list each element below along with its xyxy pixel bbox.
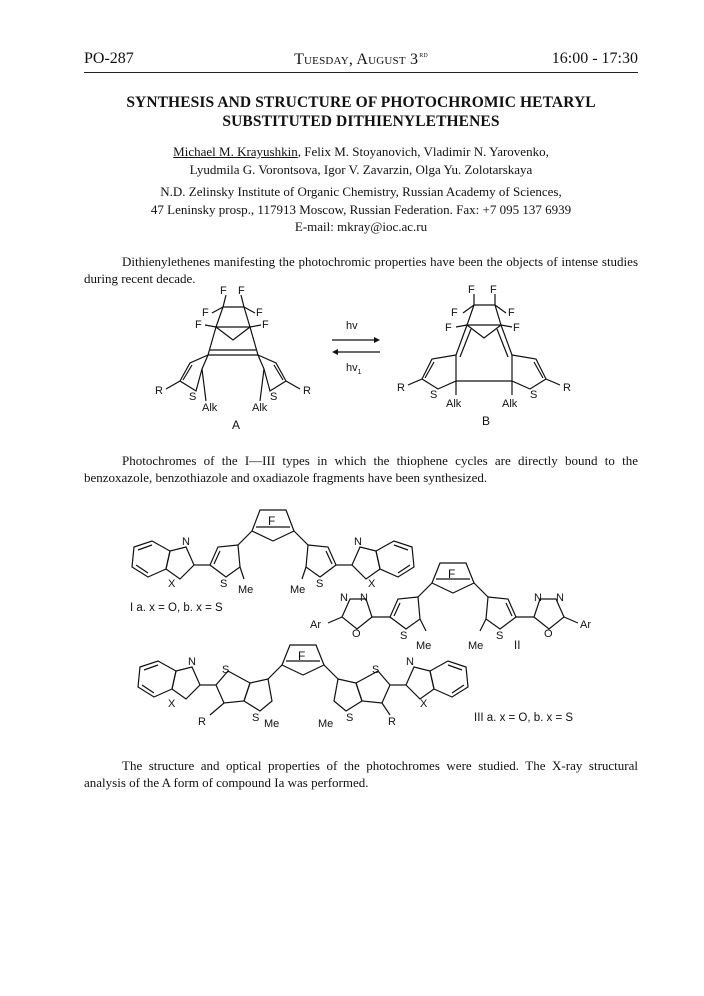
molecule-b bbox=[397, 284, 571, 428]
irradiation-label-hv: hv bbox=[346, 320, 358, 332]
aryl-label: Ar bbox=[580, 619, 591, 631]
compound-i-label: I a. x = O, b. x = S bbox=[130, 602, 223, 614]
fluorine-label: F bbox=[195, 319, 202, 331]
page-header bbox=[84, 50, 638, 73]
fluorine-label: F bbox=[256, 307, 263, 319]
fluorine-ring-label: F bbox=[268, 514, 276, 528]
oxygen-label: O bbox=[544, 628, 553, 640]
nitrogen-label: N bbox=[406, 656, 414, 668]
paper-title: SYNTHESIS AND STRUCTURE OF PHOTOCHROMIC HETARYL SUBSTITUTED DITHIENYLETHENES bbox=[126, 94, 596, 130]
nitrogen-label: N bbox=[534, 592, 542, 604]
nitrogen-label: N bbox=[188, 656, 196, 668]
heteroatom-x-label: X bbox=[420, 698, 428, 710]
fluorine-label: F bbox=[468, 284, 475, 296]
affiliation: N.D. Zelinsky Institute of Organic Chemistry, Russian Academy of Sciences, 47 Leninsky prosp., 117913 Moscow, Russian Federation. Fax: +7 095 137 6939 E-mail: mkray@ioc.ac.ru bbox=[84, 183, 638, 236]
email: E-mail: mkray@ioc.ac.ru bbox=[294, 219, 428, 234]
fluorine-ring-label: F bbox=[448, 567, 456, 581]
methyl-label: Me bbox=[468, 640, 484, 652]
nitrogen-label: N bbox=[340, 592, 348, 604]
session-time: 16:00 - 17:30 bbox=[551, 50, 638, 67]
sulfur-label: S bbox=[270, 391, 278, 403]
methyl-label: Me bbox=[264, 718, 280, 730]
sulfur-label: S bbox=[530, 389, 538, 401]
equilibrium-arrows bbox=[332, 320, 380, 376]
fluorine-label: F bbox=[513, 322, 520, 334]
sulfur-label: S bbox=[346, 712, 354, 724]
sulfur-label: S bbox=[430, 389, 438, 401]
nitrogen-label: N bbox=[360, 592, 368, 604]
compound-iii-label: III a. x = O, b. x = S bbox=[474, 712, 574, 724]
paragraph-synthesis: Photochromes of the I—III types in which the thiophene cycles are directly bound to the benzoxazole, benzothiazole and oxadiazole fragments have been synthesized. bbox=[84, 453, 638, 485]
fluorine-label: F bbox=[508, 307, 515, 319]
nitrogen-label: N bbox=[182, 536, 190, 548]
paragraph-results: The structure and optical properties of the photochromes were studied. The X-ray structural analysis of the A form of compound Ia was performed. bbox=[84, 758, 638, 790]
fluorine-label: F bbox=[220, 285, 227, 297]
compound-i bbox=[130, 510, 414, 614]
paragraph-intro: Dithienylethenes manifesting the photochromic properties have been the objects of intense studies during recent decade. bbox=[84, 254, 638, 286]
fluorine-label: F bbox=[262, 319, 269, 331]
substituent-r: R bbox=[563, 382, 571, 394]
aryl-label: Ar bbox=[310, 619, 321, 631]
nitrogen-label: N bbox=[556, 592, 564, 604]
alkyl-label: Alk bbox=[252, 402, 268, 414]
fluorine-label: F bbox=[490, 284, 497, 296]
methyl-label: Me bbox=[416, 640, 432, 652]
sulfur-label: S bbox=[252, 712, 260, 724]
fluorine-label: F bbox=[445, 322, 452, 334]
oxygen-label: O bbox=[352, 628, 361, 640]
substituent-r: R bbox=[198, 716, 206, 728]
session-date: Tuesday, August 3rd bbox=[294, 50, 428, 68]
fluorine-label: F bbox=[238, 285, 245, 297]
fluorine-label: F bbox=[451, 307, 458, 319]
sulfur-label: S bbox=[220, 578, 228, 590]
substituent-r: R bbox=[397, 382, 405, 394]
methyl-label: Me bbox=[238, 584, 254, 596]
heteroatom-x-label: X bbox=[168, 698, 176, 710]
compounds-scheme bbox=[110, 495, 670, 745]
sulfur-label: S bbox=[189, 391, 197, 403]
sulfur-label: S bbox=[400, 630, 408, 642]
sulfur-label: S bbox=[372, 664, 380, 676]
sulfur-label: S bbox=[222, 664, 230, 676]
photochromic-scheme bbox=[140, 285, 580, 435]
nitrogen-label: N bbox=[354, 536, 362, 548]
sulfur-label: S bbox=[316, 578, 324, 590]
methyl-label: Me bbox=[318, 718, 334, 730]
abstract-code: PO-287 bbox=[84, 50, 134, 67]
presenting-author: Michael M. Krayushkin bbox=[173, 144, 298, 159]
alkyl-label: Alk bbox=[502, 398, 518, 410]
substituent-r: R bbox=[303, 385, 311, 397]
molecule-label-a: A bbox=[232, 418, 241, 432]
heteroatom-x-label: X bbox=[368, 578, 376, 590]
compound-iii bbox=[138, 645, 573, 730]
alkyl-label: Alk bbox=[446, 398, 462, 410]
fluorine-label: F bbox=[202, 307, 209, 319]
compound-ii-label: II bbox=[514, 640, 521, 652]
compound-ii bbox=[310, 563, 591, 652]
author-list: Michael M. Krayushkin, Felix M. Stoyanovich, Vladimir N. Yarovenko, Lyudmila G. Vorontsova, Igor V. Zavarzin, Olga Yu. Zolotarskaya bbox=[173, 144, 549, 177]
molecule-a bbox=[155, 285, 311, 432]
molecule-label-b: B bbox=[482, 414, 491, 428]
methyl-label: Me bbox=[290, 584, 306, 596]
fluorine-ring-label: F bbox=[298, 649, 306, 663]
sulfur-label: S bbox=[496, 630, 504, 642]
alkyl-label: Alk bbox=[202, 402, 218, 414]
heteroatom-x-label: X bbox=[168, 578, 176, 590]
substituent-r: R bbox=[155, 385, 163, 397]
irradiation-label-hv1: $hv_1$ bbox=[346, 362, 362, 376]
substituent-r: R bbox=[388, 716, 396, 728]
